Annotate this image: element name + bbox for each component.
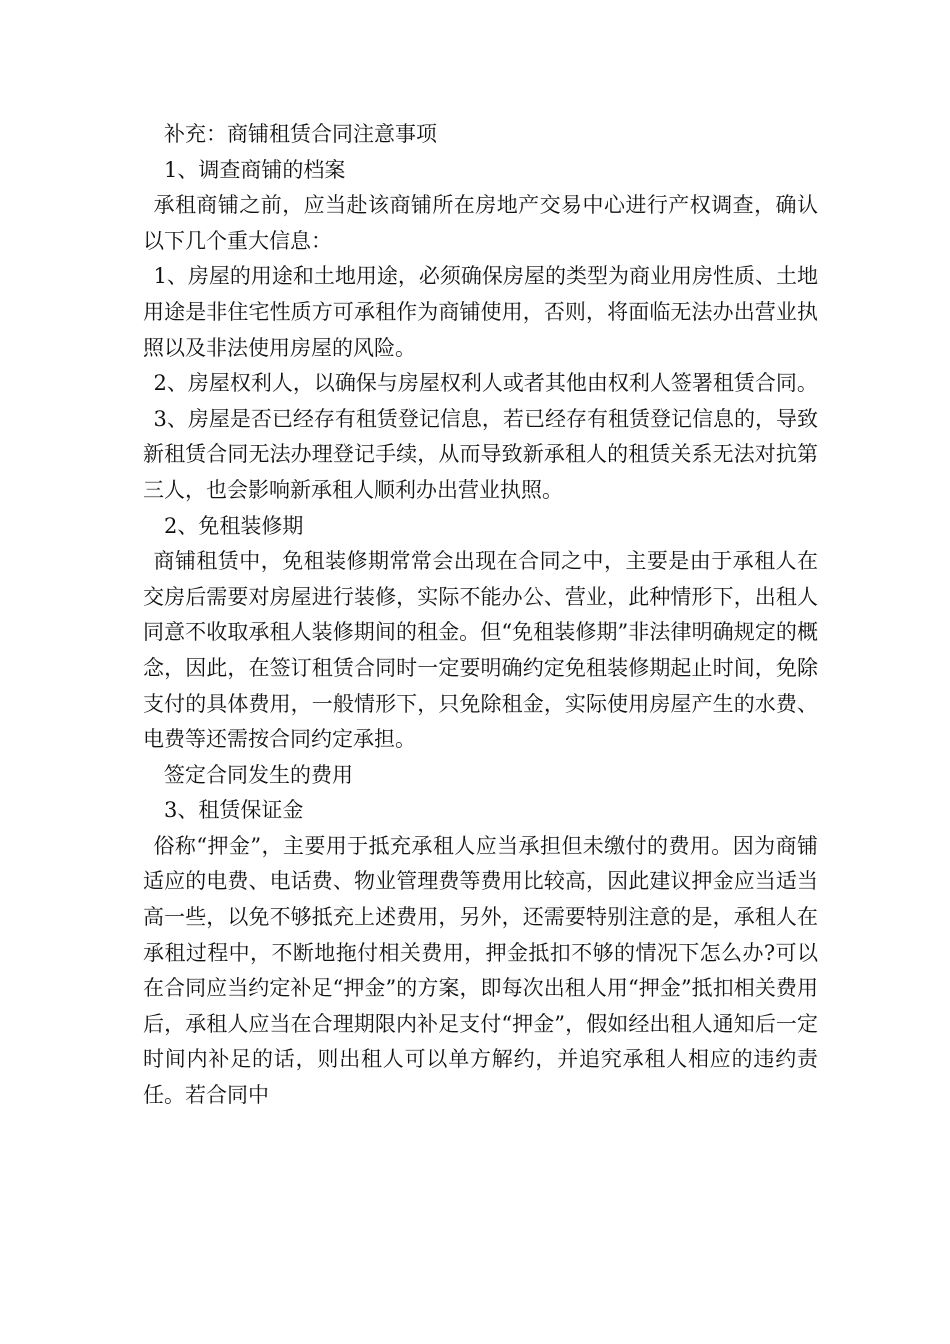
intro-paragraph: 承租商铺之前，应当赴该商铺所在房地产交易中心进行产权调查，确认以下几个重大信息：: [143, 193, 818, 253]
fees-heading: 签定合同发生的费用: [164, 762, 353, 787]
rent-free-paragraph: 商铺租赁中，免租装修期常常会出现在合同之中，主要是由于承租人在交房后需要对房屋进行装修，实际不能办公、营业，此种情形下，出租人同意不收取承租人装修期间的租金。但“免租装修期”非法律明确规定的概念，因此，在签订租赁合同时一定要明确约定免租装修期起止时间，免除支付的具体费用，一般情形下，只免除租金，实际使用房屋产生的水费、电费等还需按合同约定承担。: [143, 549, 818, 752]
list-item-3: 3、房屋是否已经存有租赁登记信息，若已经存有租赁登记信息的，导致新租赁合同无法办理登记手续，从而导致新承租人的租赁关系无法对抗第三人，也会影响新承租人顺利办出营业执照。: [143, 406, 818, 502]
document-body: [143, 117, 818, 1114]
list-item-1: 1、房屋的用途和土地用途，必须确保房屋的类型为商业用房性质、土地用途是非住宅性质方可承租作为商铺使用，否则，将面临无法办出营业执照以及非法使用房屋的风险。: [143, 264, 818, 360]
deposit-paragraph: 俗称“押金”，主要用于抵充承租人应当承担但未缴付的费用。因为商铺适应的电费、电话费、物业管理费等费用比较高，因此建议押金应当适当高一些，以免不够抵充上述费用，另外，还需要特别注意的是，承租人在承租过程中，不断地拖付相关费用，押金抵扣不够的情况下怎么办?可以在合同应当约定补足“押金”的方案，即每次出租人用“押金”抵扣相关费用后，承租人应当在合理期限内补足支付“押金”，假如经出租人通知后一定时间内补足的话，则出租人可以单方解约，并追究承租人相应的违约责任。若合同中: [143, 833, 818, 1108]
list-item-2: 2、房屋权利人，以确保与房屋权利人或者其他由权利人签署租赁合同。: [153, 371, 818, 396]
document-title: 补充：商铺租赁合同注意事项: [164, 122, 437, 146]
section-heading-1: 1、调查商铺的档案: [164, 157, 346, 182]
section-heading-2: 2、免租装修期: [164, 513, 304, 538]
section-heading-3: 3、租赁保证金: [164, 798, 304, 823]
